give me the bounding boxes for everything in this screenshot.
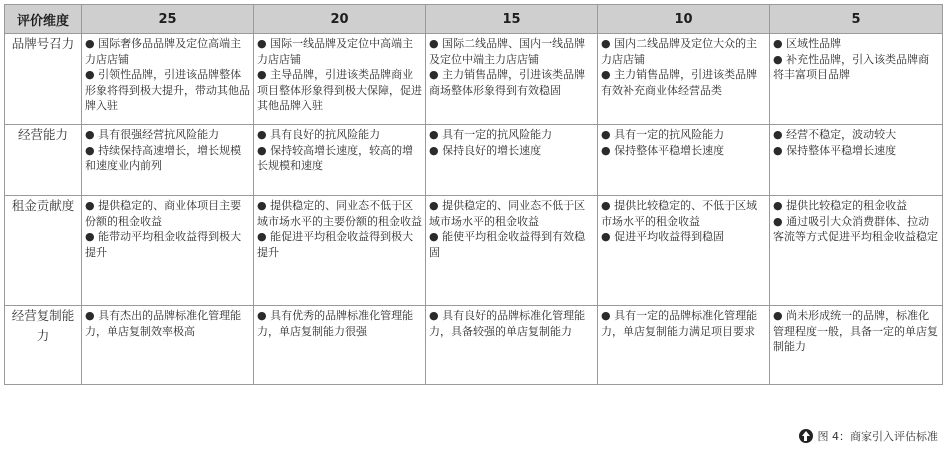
- bullet-text: ● 国际二线品牌、国内一线品牌及定位中端主力店店铺: [429, 37, 586, 66]
- bullet-text: ● 补充性品牌，引入该类品牌商将丰富项目品牌: [773, 52, 930, 81]
- bullet-text: ● 促进平均收益得到稳固: [601, 230, 725, 243]
- caption-text: 图 4：商家引入评估标准: [817, 430, 938, 443]
- bullet-text: ● 通过吸引大众消费群体、拉动客流等方式促进平均租金收益稳定: [773, 214, 938, 243]
- bullet-text: ● 主力销售品牌，引进该类品牌有效补充商业体经营品类: [601, 68, 758, 97]
- bullet-text: ● 具有一定的抗风险能力: [429, 128, 553, 141]
- header-score-15: 15: [426, 5, 598, 34]
- header-score-10: 10: [598, 5, 770, 34]
- header-score-5: 5: [770, 5, 943, 34]
- table-cell: [770, 306, 943, 385]
- bullet-text: ● 引领性品牌，引进该品牌整体形象将得到极大提升，带动其他品牌入驻: [85, 68, 250, 112]
- table-cell: [770, 34, 943, 125]
- table-cell: [770, 196, 943, 306]
- table-cell: [254, 125, 426, 196]
- figure-caption: [799, 428, 939, 444]
- bullet-text: ● 能带动平均租金收益得到极大提升: [85, 230, 242, 259]
- bullet-text: ● 国际奢侈品品牌及定位高端主力店店铺: [85, 37, 242, 66]
- bullet-text: ● 保持较高增长速度，较高的增长规模和速度: [257, 143, 414, 172]
- table-cell: [426, 125, 598, 196]
- bullet-text: ● 尚未形成统一的品牌，标准化管理程度一般，具备一定的单店复制能力: [773, 309, 938, 353]
- table-cell: [598, 306, 770, 385]
- table-row: [5, 34, 943, 125]
- bullet-text: ● 具有一定的抗风险能力: [601, 128, 725, 141]
- bullet-text: ● 国际一线品牌及定位中高端主力店店铺: [257, 37, 414, 66]
- bullet-text: ● 提供比较稳定的租金收益: [773, 199, 908, 212]
- bullet-text: ● 保持整体平稳增长速度: [601, 143, 725, 157]
- table-cell: [426, 306, 598, 385]
- dimension-label: 经营复制能力: [5, 306, 82, 385]
- table-cell: [254, 196, 426, 306]
- table-cell: [82, 306, 254, 385]
- bullet-text: ● 保持良好的增长速度: [429, 143, 542, 157]
- header-score-25: 25: [82, 5, 254, 34]
- dimension-label: 品牌号召力: [5, 34, 82, 125]
- bullet-text: ● 具有良好的品牌标准化管理能力，具备较强的单店复制能力: [429, 309, 586, 338]
- table-cell: [254, 34, 426, 125]
- table-row: [5, 196, 943, 306]
- bullet-text: ● 具有很强经营抗风险能力: [85, 128, 220, 141]
- bullet-text: ● 提供稳定的、商业体项目主要份额的租金收益: [85, 199, 242, 228]
- bullet-text: ● 提供比较稳定的、不低于区域市场水平的租金收益: [601, 199, 758, 228]
- table-cell: [426, 34, 598, 125]
- table-cell: [82, 196, 254, 306]
- bullet-text: ● 提供稳定的、同业态不低于区域市场水平的主要份额的租金收益: [257, 199, 422, 228]
- table-cell: [770, 125, 943, 196]
- table-cell: [426, 196, 598, 306]
- table-cell: [82, 34, 254, 125]
- header-row: [5, 5, 943, 34]
- bullet-text: ● 主导品牌，引进该类品牌商业项目整体形象得到极大保障，促进其他品牌入驻: [257, 68, 422, 112]
- bullet-text: ● 具有良好的抗风险能力: [257, 128, 381, 141]
- table-cell: [598, 125, 770, 196]
- table-row: [5, 306, 943, 385]
- bullet-text: ● 保持整体平稳增长速度: [773, 143, 897, 157]
- dimension-label: 经营能力: [5, 125, 82, 196]
- header-score-20: 20: [254, 5, 426, 34]
- table-cell: [254, 306, 426, 385]
- table-cell: [82, 125, 254, 196]
- table-cell: [598, 34, 770, 125]
- bullet-text: ● 具有一定的品牌标准化管理能力，单店复制能力满足项目要求: [601, 309, 758, 338]
- dimension-label: 租金贡献度: [5, 196, 82, 306]
- bullet-text: ● 具有优秀的品牌标准化管理能力，单店复制能力很强: [257, 309, 414, 338]
- bullet-text: ● 持续保持高速增长，增长规模和速度业内前列: [85, 143, 242, 172]
- bullet-text: ● 能促进平均租金收益得到极大提升: [257, 230, 414, 259]
- header-dimension: 评价维度: [5, 5, 82, 34]
- bullet-text: ● 能使平均租金收益得到有效稳固: [429, 230, 586, 259]
- table-cell: [598, 196, 770, 306]
- table-row: [5, 125, 943, 196]
- bullet-text: ● 国内二线品牌及定位大众的主力店店铺: [601, 37, 758, 66]
- bullet-text: ● 经营不稳定，波动较大: [773, 128, 897, 141]
- bullet-text: ● 具有杰出的品牌标准化管理能力，单店复制效率极高: [85, 309, 242, 338]
- circle-up-arrow-icon: [799, 429, 813, 443]
- bullet-text: ● 提供稳定的、同业态不低于区域市场水平的租金收益: [429, 199, 586, 228]
- bullet-text: ● 区域性品牌: [773, 37, 842, 50]
- evaluation-table: [4, 4, 943, 385]
- bullet-text: ● 主力销售品牌，引进该类品牌商场整体形象得到有效稳固: [429, 68, 586, 97]
